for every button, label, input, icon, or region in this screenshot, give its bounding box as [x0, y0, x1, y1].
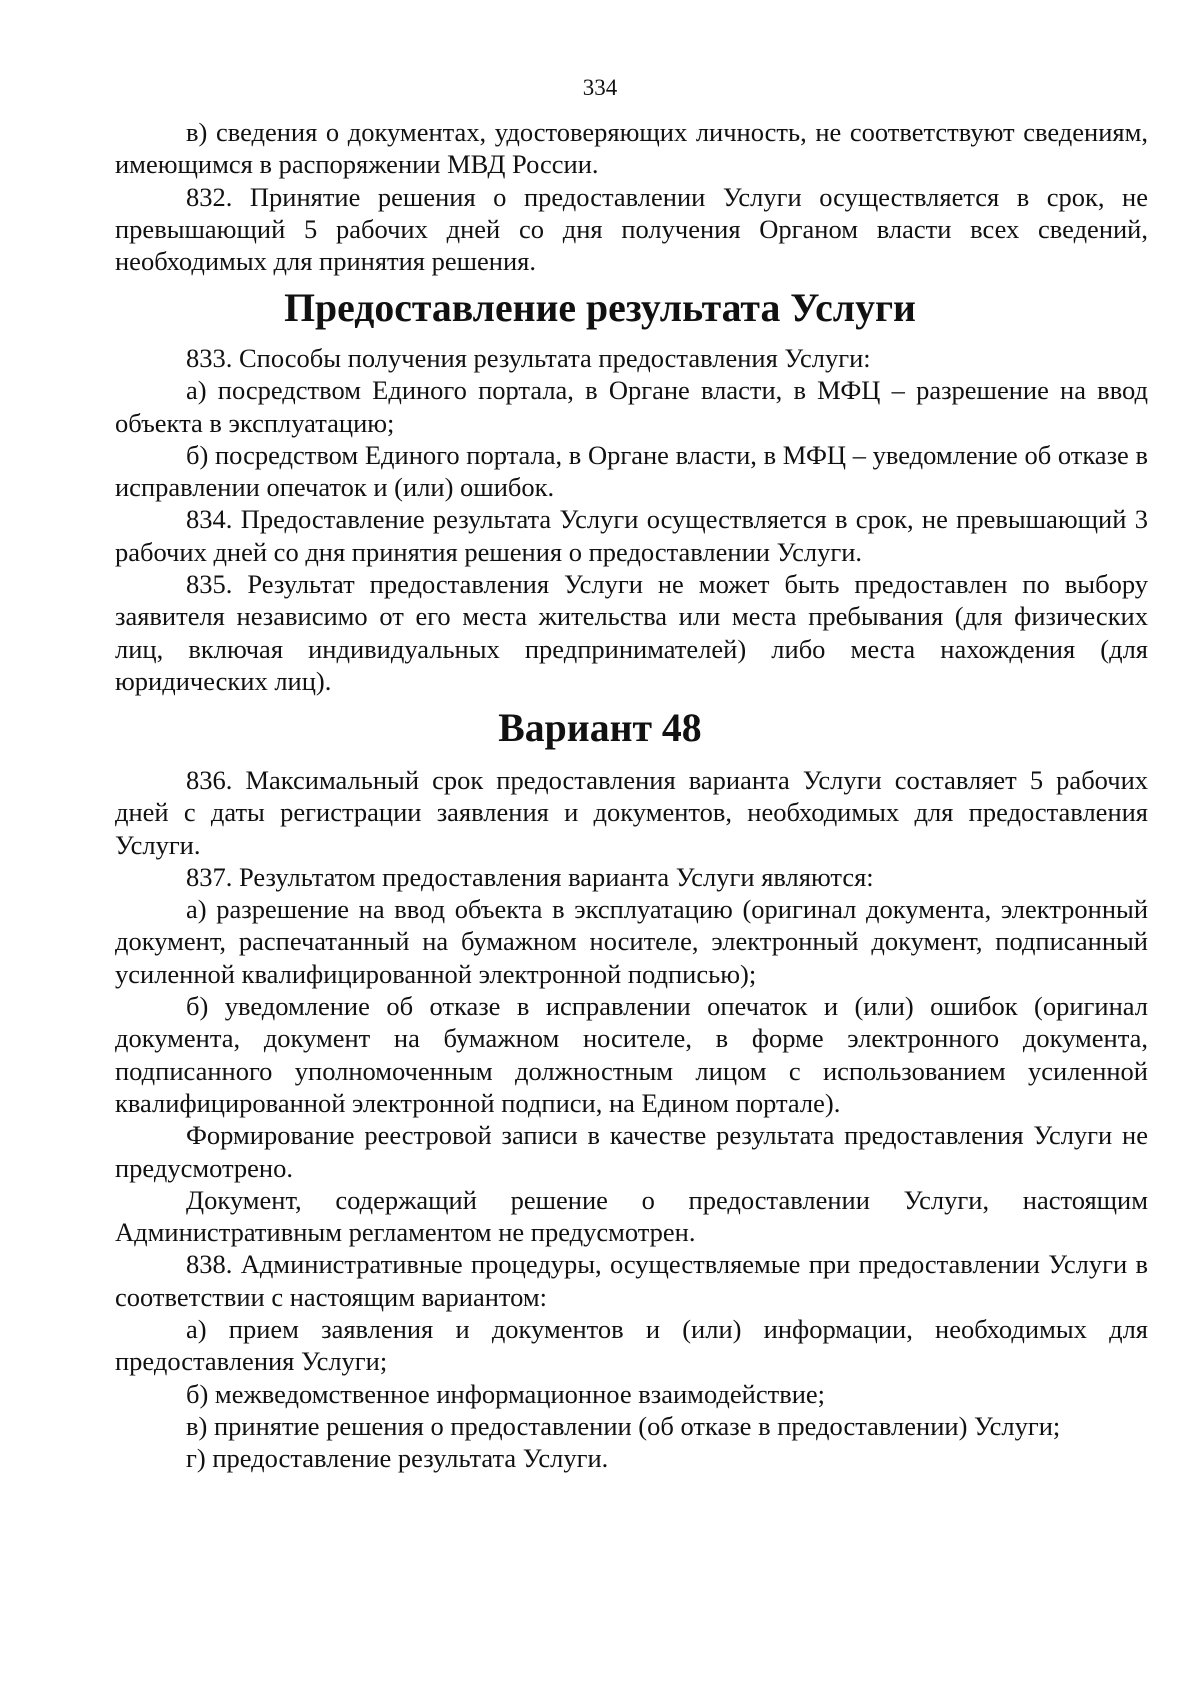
text-block-3 [115, 764, 1148, 1475]
variant-heading: Вариант 48 [498, 706, 702, 750]
paragraph: 836. Максимальный срок предоставления варианта Услуги составляет 5 рабочих дней с даты регистрации заявления и документов, необходимых для предоставления Услуги. [115, 765, 1148, 860]
paragraph: в) сведения о документах, удостоверяющих личность, не соответствуют сведениям, имеющимся в распоряжении МВД России. [115, 117, 1148, 180]
text-block-1 [115, 116, 1148, 277]
paragraph: 838. Административные процедуры, осуществляемые при предоставлении Услуги в соответствии с настоящим вариантом: [115, 1249, 1148, 1312]
paragraph: а) разрешение на ввод объекта в эксплуатацию (оригинал документа, электронный документ, распечатанный на бумажном носителе, электронный документ, подписанный усиленной квалифицированной электронной подписью); [115, 894, 1148, 989]
text-block-2 [115, 342, 1148, 697]
paragraph: а) прием заявления и документов и (или) информации, необходимых для предоставления Услуги; [115, 1314, 1148, 1377]
paragraph: 833. Способы получения результата предоставления Услуги: [186, 343, 871, 373]
page-number: 334 [582, 75, 618, 100]
paragraph: б) уведомление об отказе в исправлении опечаток и (или) ошибок (оригинал документа, документ на бумажном носителе, в форме электронного документа, подписанного уполномоченным должностным лицом с использованием усиленной квалифицированной электронной подписи, на Едином портале). [115, 991, 1148, 1118]
paragraph: б) посредством Единого портала, в Органе власти, в МФЦ – уведомление об отказе в исправлении опечаток и (или) ошибок. [115, 439, 1148, 503]
paragraph: 832. Принятие решения о предоставлении Услуги осуществляется в срок, не превышающий 5 рабочих дней со дня получения Органом власти всех сведений, необходимых для принятия решения. [115, 181, 1148, 277]
section-heading: Предоставление результата Услуги [284, 286, 916, 330]
paragraph: 837. Результатом предоставления варианта Услуги являются: [186, 861, 874, 892]
paragraph: Формирование реестровой записи в качестве результата предоставления Услуги не предусмотрено. [115, 1120, 1148, 1183]
paragraph: г) предоставление результата Услуги. [186, 1443, 609, 1474]
paragraph: 834. Предоставление результата Услуги осуществляется в срок, не превышающий 3 рабочих дней со дня принятия решения о предоставлении Услуги. [115, 504, 1148, 567]
paragraph: Документ, содержащий решение о предоставлении Услуги, настоящим Административным регламентом не предусмотрен. [115, 1184, 1148, 1248]
paragraph: в) принятие решения о предоставлении (об отказе в предоставлении) Услуги; [186, 1410, 1061, 1441]
paragraph: а) посредством Единого портала, в Органе власти, в МФЦ – разрешение на ввод объекта в эксплуатацию; [115, 375, 1148, 438]
paragraph: 835. Результат предоставления Услуги не может быть предоставлен по выбору заявителя независимо от его места жительства или места пребывания (для физических лиц, включая индивидуальных предпринимателей) либо места нахождения (для юридических лиц). [115, 569, 1148, 696]
paragraph: б) межведомственное информационное взаимодействие; [186, 1378, 826, 1409]
